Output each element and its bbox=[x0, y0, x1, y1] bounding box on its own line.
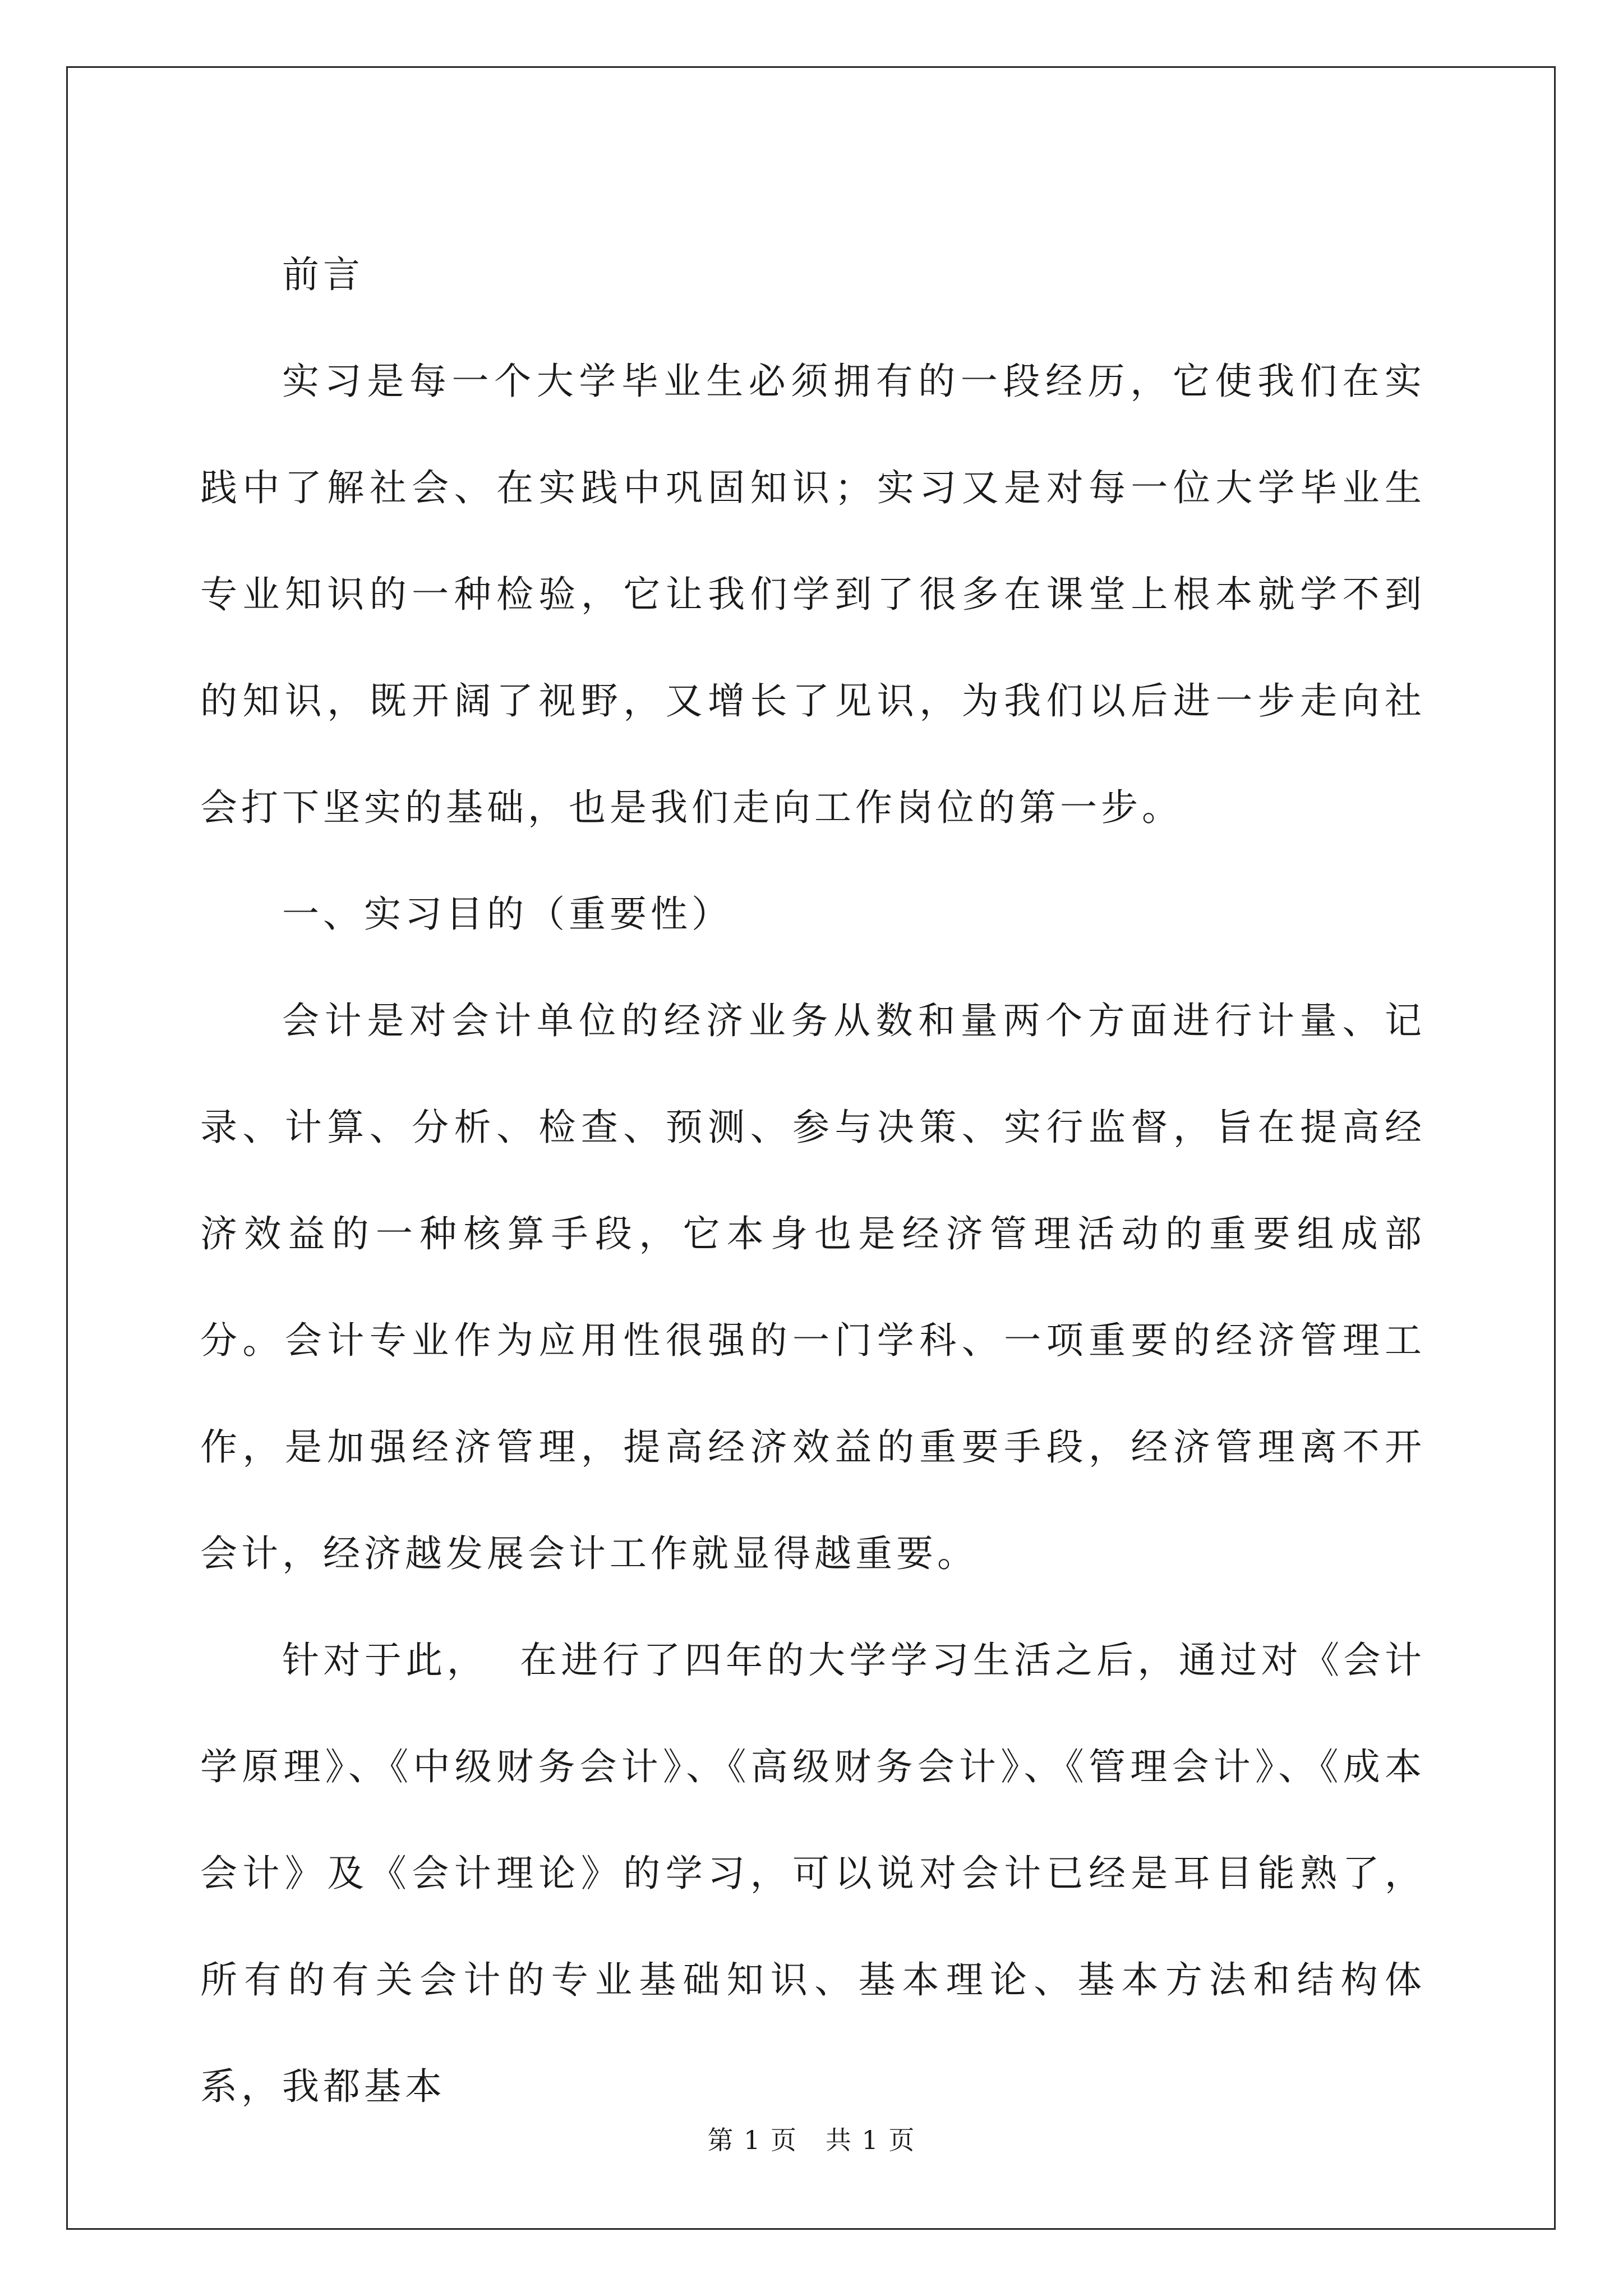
page-footer: 第 1 页 共 1 页 bbox=[707, 2125, 916, 2155]
paragraph-accounting-definition: 会计是对会计单位的经济业务从数和量两个方面进行计量、记录、计算、分析、检查、预测、参与决策、实行监督，旨在提高经济效益的一种核算手段，它本身也是经济管理活动的重要组成部分。会计专业作为应用性很强的一门学科、一项重要的经济管理工作，是加强经济管理，提高经济效益的重要手段，经济管理离不开会计，经济越发展会计工作就显得越重要。 bbox=[200, 999, 1426, 1575]
document-body bbox=[200, 222, 1426, 2140]
paragraph-internship-intro: 实习是每一个大学毕业生必须拥有的一段经历，它使我们在实践中了解社会、在实践中巩固知识；实习又是对每一位大学毕业生专业知识的一种检验，它让我们学到了很多在课堂上根本就学不到的知识，既开阔了视野，又增长了见识，为我们以后进一步走向社会打下坚实的基础，也是我们走向工作岗位的第一步。 bbox=[200, 360, 1426, 829]
heading-internship-purpose: 一、实习目的（重要性） bbox=[282, 892, 732, 936]
heading-preface: 前言 bbox=[282, 253, 364, 296]
paragraph-study-summary: 针对于此， 在进行了四年的大学学习生活之后，通过对《会计学原理》、《中级财务会计》、《高级财务会计》、《管理会计》、《成本会计》及《会计理论》的学习，可以说对会计已经是耳目能熟了，所有的有关会计的专业基础知识、基本理论、基本方法和结构体系，我都基本 bbox=[200, 1639, 1426, 2108]
